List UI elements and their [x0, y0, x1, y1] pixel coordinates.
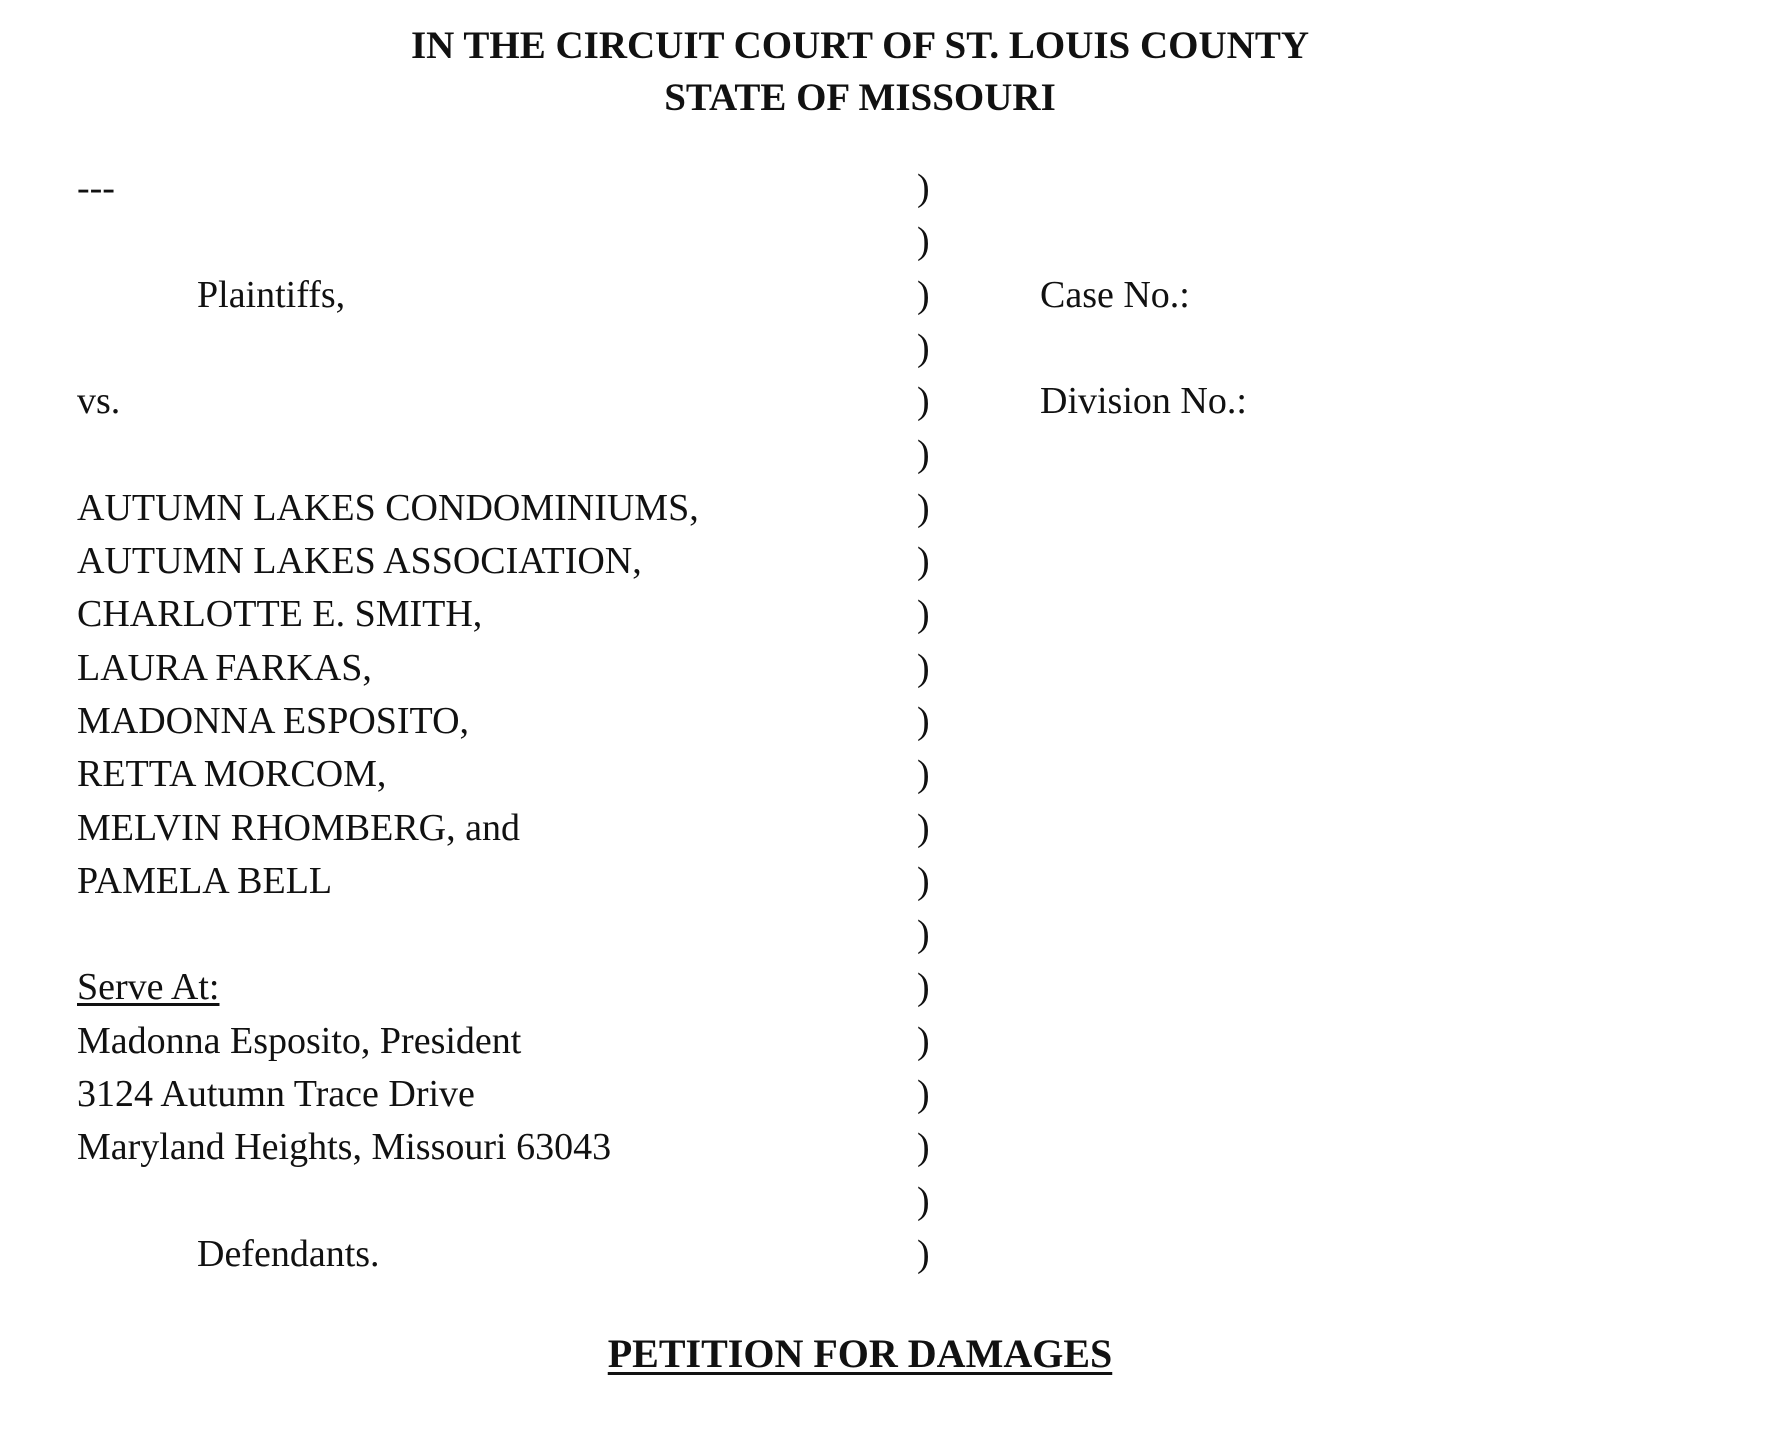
paren-glyph: )	[917, 1073, 930, 1116]
paren-glyph: )	[917, 167, 930, 209]
paren-glyph: )	[917, 646, 930, 689]
case-no-row	[1040, 273, 1540, 342]
paren-glyph: )	[917, 1232, 930, 1275]
plaintiff-name-row	[77, 167, 907, 235]
blank-row	[77, 342, 907, 395]
defendant-name: MADONNA ESPOSITO,	[77, 699, 470, 742]
paren-glyph: )	[917, 1179, 930, 1222]
serve-at-name: Madonna Esposito, President	[77, 1019, 522, 1062]
division-no-label: Division No.:	[1040, 380, 1247, 423]
defendant-row	[77, 859, 907, 928]
paren-glyph: )	[917, 699, 930, 742]
defendant-name: CHARLOTTE E. SMITH,	[77, 593, 483, 636]
serve-at-city: Maryland Heights, Missouri 63043	[77, 1126, 612, 1169]
paren-glyph: )	[917, 753, 930, 796]
serve-at-label: Serve At:	[77, 966, 220, 1009]
caption-paren	[917, 1232, 947, 1301]
plaintiffs-label: Plaintiffs,	[197, 273, 346, 316]
plaintiffs-label-row	[77, 273, 907, 342]
caption-parties	[77, 167, 907, 1301]
defendant-name: AUTUMN LAKES ASSOCIATION,	[77, 540, 642, 583]
defendant-name: AUTUMN LAKES CONDOMINIUMS,	[77, 486, 699, 529]
paren-glyph: )	[917, 806, 930, 849]
defendant-name: MELVIN RHOMBERG, and	[77, 806, 520, 849]
paren-glyph: )	[917, 380, 930, 423]
versus-label: vs.	[77, 380, 121, 423]
state-name: STATE OF MISSOURI	[664, 76, 1056, 119]
blank-row	[1040, 182, 1540, 235]
paren-glyph: )	[917, 486, 930, 529]
paren-glyph: )	[917, 593, 930, 636]
paren-glyph: )	[917, 1126, 930, 1169]
defendants-label-row	[77, 1232, 907, 1301]
defendant-name: PAMELA BELL	[77, 859, 333, 902]
division-no-row	[1040, 380, 1540, 448]
case-no-label: Case No.:	[1040, 273, 1190, 316]
serve-at-street: 3124 Autumn Trace Drive	[77, 1073, 475, 1116]
defendant-name: LAURA FARKAS,	[77, 646, 372, 689]
paren-glyph: )	[917, 220, 930, 263]
paren-glyph: )	[917, 913, 930, 956]
paren-glyph: )	[917, 966, 930, 1009]
defendants-label: Defendants.	[197, 1232, 380, 1275]
caption-case-info	[1040, 182, 1540, 448]
serve-at-row	[77, 1126, 907, 1194]
defendant-name: RETTA MORCOM,	[77, 753, 387, 796]
court-heading	[0, 20, 1720, 124]
paren-glyph: )	[917, 1019, 930, 1062]
paren-glyph: )	[917, 433, 930, 476]
caption-paren-column	[917, 167, 947, 1301]
plaintiff-name: ---	[77, 167, 115, 209]
paren-glyph: )	[917, 540, 930, 583]
court-name: IN THE CIRCUIT COURT OF ST. LOUIS COUNTY	[411, 24, 1309, 67]
paren-glyph: )	[917, 859, 930, 902]
document-title: PETITION FOR DAMAGES	[607, 1331, 1113, 1376]
versus-row	[77, 380, 907, 448]
paren-glyph: )	[917, 326, 930, 369]
paren-glyph: )	[917, 273, 930, 316]
